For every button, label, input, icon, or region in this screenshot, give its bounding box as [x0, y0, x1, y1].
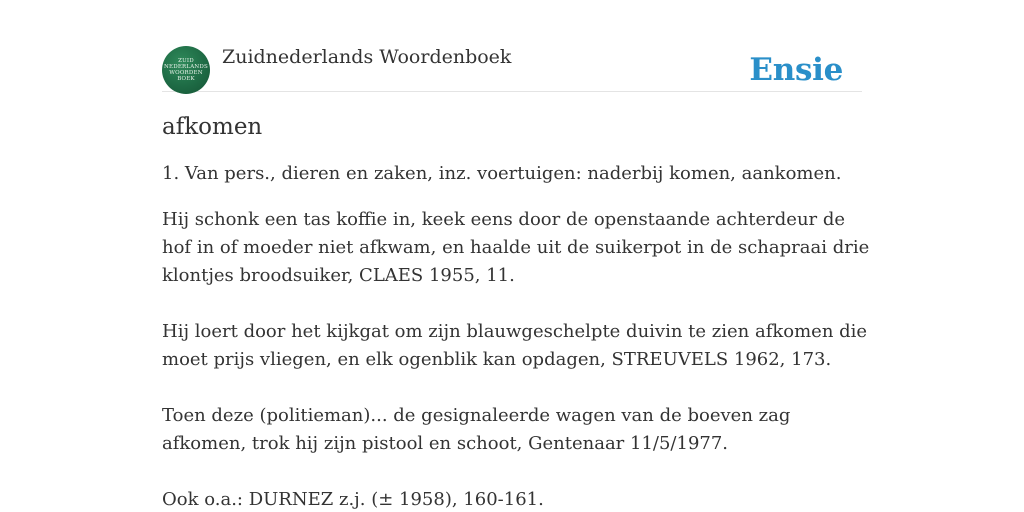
- ensie-brand-link[interactable]: Ensie: [749, 52, 843, 88]
- entry-definition: 1. Van pers., dieren en zaken, inz. voertuigen: naderbij komen, aankomen.: [162, 163, 842, 184]
- logo-lettering: ZUID NEDERLANDS WOORDEN BOEK: [164, 58, 209, 82]
- dictionary-title[interactable]: Zuidnederlands Woordenboek: [222, 46, 512, 68]
- site-header: [162, 46, 862, 92]
- dictionary-logo[interactable]: [162, 46, 210, 94]
- example-quote-3: Toen deze (politieman)... de gesignaleerde wagen van de boeven zag afkomen, trok hij zijn pistool en schoot, Gentenaar 11/5/1977.: [162, 405, 791, 454]
- example-quote-4: Ook o.a.: DURNEZ z.j. (± 1958), 160-161.: [162, 489, 544, 510]
- example-quote-2: Hij loert door het kijkgat om zijn blauwgeschelpte duivin te zien afkomen die moet prijs vliegen, en elk ogenblik kan opdagen, STREUVELS 1962, 173.: [162, 321, 868, 370]
- example-quote-1: Hij schonk een tas koffie in, keek eens door de openstaande achterdeur de hof in of moeder niet afkwam, en haalde uit de suikerpot in de schapraai drie klontjes broodsuiker, CLAES 1955, 11.: [162, 209, 870, 286]
- entry-headword: afkomen: [162, 114, 263, 140]
- entry-content: [162, 114, 872, 512]
